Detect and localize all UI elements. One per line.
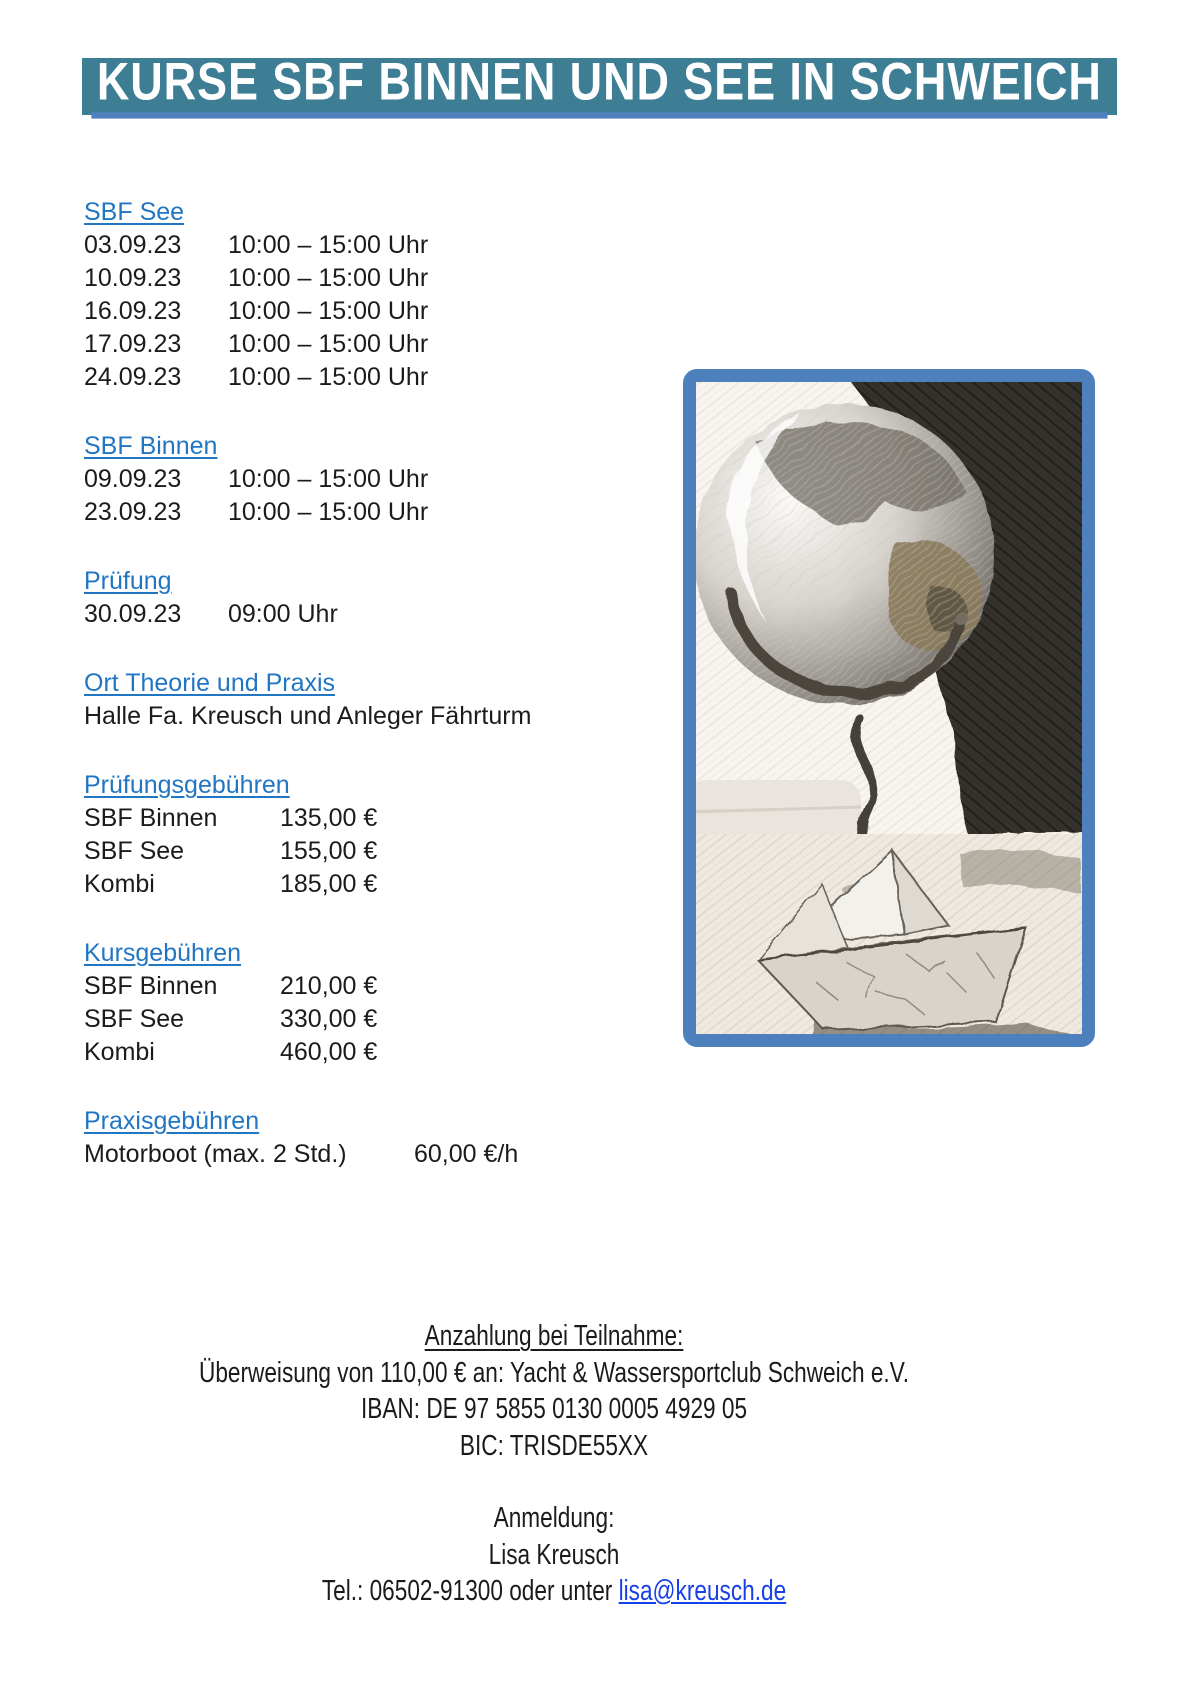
time-cell: 10:00 – 15:00 Uhr (228, 363, 429, 391)
date-cell: 09.09.23 (84, 465, 182, 493)
section-pruefungsgebuehren (84, 769, 684, 901)
title-banner (82, 51, 1117, 115)
fee-row (84, 1003, 684, 1036)
date-cell: 03.09.23 (84, 231, 182, 259)
footer-notes (187, 1318, 920, 1610)
section-heading-sbf-binnen: SBF Binnen (84, 432, 218, 460)
contact-tel-text: Tel.: 06502-91300 oder unter (321, 1575, 619, 1607)
schedule-row (84, 496, 684, 529)
section-heading-pruefung: Prüfung (84, 567, 172, 595)
section-heading-sbf-see: SBF See (84, 198, 185, 226)
time-cell: 10:00 – 15:00 Uhr (228, 264, 429, 292)
email-link[interactable]: lisa@kreusch.de (618, 1575, 787, 1607)
schedule-row (84, 295, 684, 328)
fee-amount: 210,00 € (280, 972, 378, 1000)
section-sbf-see (84, 196, 684, 394)
fee-label: SBF Binnen (84, 804, 218, 832)
fee-row (84, 1138, 684, 1171)
date-cell: 17.09.23 (84, 330, 182, 358)
fee-row (84, 802, 684, 835)
time-cell: 10:00 – 15:00 Uhr (228, 231, 429, 259)
date-cell: 10.09.23 (84, 264, 182, 292)
registration-heading: Anmeldung: (493, 1502, 615, 1534)
location-text: Halle Fa. Kreusch und Anleger Fährturm (84, 702, 532, 730)
page-title: KURSE SBF BINNEN UND SEE IN SCHWEICH (92, 55, 1108, 119)
spacer (187, 1464, 920, 1500)
date-cell: 24.09.23 (84, 363, 182, 391)
section-pruefung (84, 565, 684, 631)
fee-amount: 185,00 € (280, 870, 378, 898)
time-cell: 10:00 – 15:00 Uhr (228, 297, 429, 325)
contact-line (187, 1573, 920, 1610)
fee-amount: 155,00 € (280, 837, 378, 865)
fee-row (84, 1036, 684, 1069)
section-heading-pruefungsgebuehren: Prüfungsgebühren (84, 771, 290, 799)
bic-line: BIC: TRISDE55XX (459, 1429, 649, 1462)
iban-line: IBAN: DE 97 5855 0130 0005 4929 05 (360, 1393, 748, 1425)
fee-label: Kombi (84, 1038, 155, 1066)
fee-label: SBF See (84, 837, 185, 865)
section-sbf-binnen (84, 430, 684, 529)
fee-row (84, 970, 684, 1003)
time-cell: 10:00 – 15:00 Uhr (228, 498, 429, 526)
section-ort (84, 667, 684, 733)
fee-amount: 60,00 €/h (414, 1140, 519, 1168)
fee-amount: 460,00 € (280, 1038, 378, 1066)
date-cell: 23.09.23 (84, 498, 182, 526)
time-cell: 09:00 Uhr (228, 600, 338, 628)
payment-heading: Anzahlung bei Teilnahme: (424, 1320, 684, 1352)
globe-boat-sketch-image (696, 382, 1082, 1034)
schedule-row (84, 463, 684, 496)
fee-label: Motorboot (max. 2 Std.) (84, 1140, 347, 1168)
schedule-row (84, 262, 684, 295)
fee-row (84, 868, 684, 901)
time-cell: 10:00 – 15:00 Uhr (228, 465, 429, 493)
course-info-column (84, 196, 684, 1207)
schedule-row (84, 229, 684, 262)
contact-name: Lisa Kreusch (488, 1538, 620, 1571)
schedule-row (84, 328, 684, 361)
registration-note (187, 1500, 920, 1610)
section-heading-kursgebuehren: Kursgebühren (84, 939, 242, 967)
payment-note (187, 1318, 920, 1464)
schedule-row (84, 361, 684, 394)
fee-label: SBF Binnen (84, 972, 218, 1000)
section-praxisgebuehren (84, 1105, 684, 1171)
fee-amount: 330,00 € (280, 1005, 378, 1033)
schedule-row (84, 598, 684, 631)
payment-line: Überweisung von 110,00 € an: Yacht & Wassersportclub Schweich e.V. (198, 1356, 909, 1389)
section-kursgebuehren (84, 937, 684, 1069)
sketch-frame (683, 369, 1095, 1047)
date-cell: 30.09.23 (84, 600, 182, 628)
fee-row (84, 835, 684, 868)
fee-amount: 135,00 € (280, 804, 378, 832)
fee-label: Kombi (84, 870, 155, 898)
section-heading-ort: Ort Theorie und Praxis (84, 669, 336, 697)
fee-label: SBF See (84, 1005, 185, 1033)
section-heading-praxisgebuehren: Praxisgebühren (84, 1107, 260, 1135)
time-cell: 10:00 – 15:00 Uhr (228, 330, 429, 358)
date-cell: 16.09.23 (84, 297, 182, 325)
